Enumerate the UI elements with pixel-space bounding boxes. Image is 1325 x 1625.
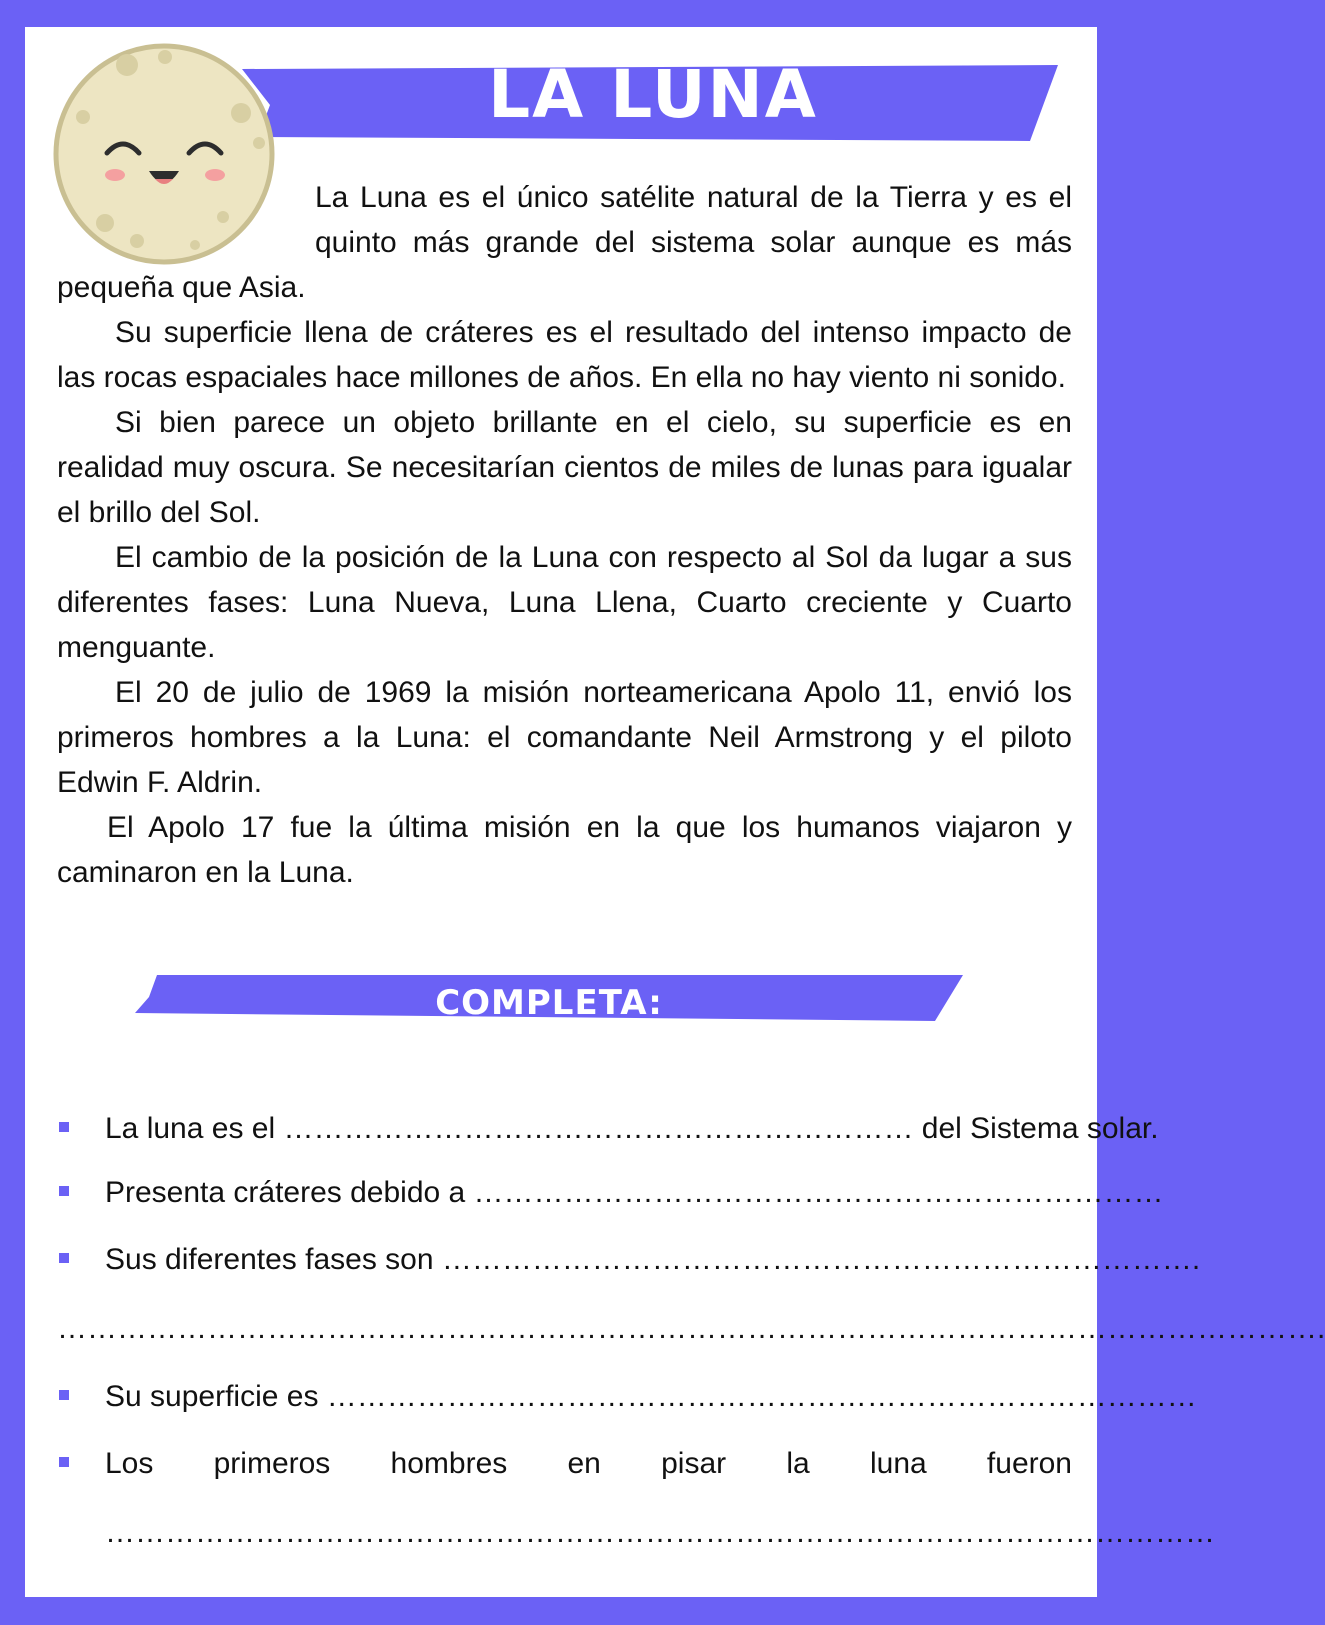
exercise-item-2-text[interactable]: Presenta cráteres debido a ……………………………………………………………: [105, 1176, 1164, 1209]
paragraph-3: Si bien parece un objeto brillante en el cielo, su superficie es en realidad muy oscura. Se necesitarían cientos de miles de lunas para igualar el brillo del Sol.: [57, 406, 1072, 529]
square-bullet-icon: [59, 1253, 69, 1263]
square-bullet-icon: [59, 1122, 69, 1132]
exercise-item-3-text[interactable]: Sus diferentes fases son ………………………………………………………………….: [105, 1243, 1201, 1276]
reading-text: [57, 175, 1072, 895]
exercise-heading: COMPLETA:: [435, 983, 663, 1023]
completa-banner: [135, 973, 963, 1033]
page-title: LA LUNA: [488, 55, 818, 133]
exercise-item-5-text: Los primeros hombres en pisar la luna fueron: [105, 1447, 1072, 1480]
exercise-item-1-text[interactable]: La luna es el ……………………………………………………… del Sistema solar.: [105, 1112, 1159, 1145]
square-bullet-icon: [59, 1186, 69, 1196]
paragraph-5: El 20 de julio de 1969 la misión norteamericana Apolo 11, envió los primeros hombres a la Luna: el comandante Neil Armstrong y el piloto Edwin F. Aldrin.: [57, 676, 1072, 799]
square-bullet-icon: [59, 1457, 69, 1467]
title-banner: [238, 47, 1058, 141]
answer-line[interactable]: …………………………………………………………………………………………………: [105, 1516, 1215, 1549]
square-bullet-icon: [59, 1390, 69, 1400]
worksheet-page: [25, 27, 1325, 1597]
paragraph-4: El cambio de la posición de la Luna con respecto al Sol da lugar a sus diferentes fases: Luna Nueva, Luna Llena, Cuarto creciente y Cuarto menguante.: [57, 541, 1072, 664]
paragraph-1: La Luna es el único satélite natural de la Tierra y es el quinto más grande del sistema solar aunque es más pequeña que Asia.: [57, 181, 1072, 304]
answer-line[interactable]: ……………………………………………………………………………………………………………….: [57, 1312, 1325, 1345]
paragraph-6: El Apolo 17 fue la última misión en la que los humanos viajaron y caminaron en la Luna.: [57, 811, 1072, 889]
paragraph-2: Su superficie llena de cráteres es el resultado del intenso impacto de las rocas espaciales hace millones de años. En ella no hay viento ni sonido.: [57, 316, 1072, 394]
exercise-item-4-text[interactable]: Su superficie es ……………………………………………………………………………: [105, 1380, 1197, 1413]
